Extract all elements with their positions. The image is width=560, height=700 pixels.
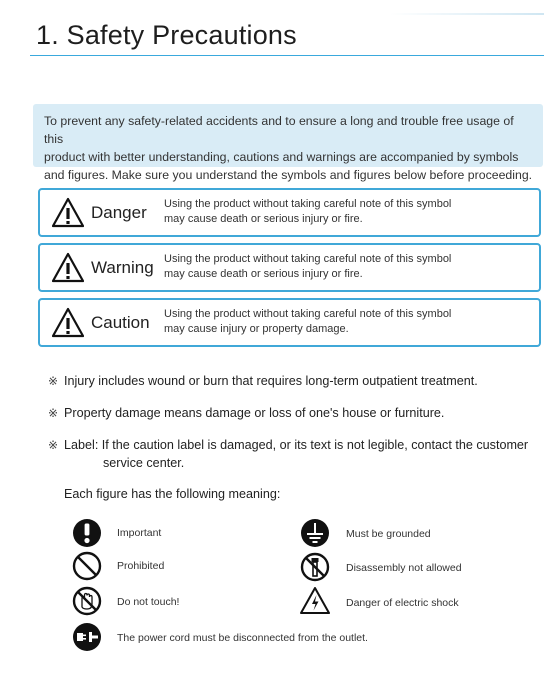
warning-triangle-icon (52, 197, 84, 229)
property-note (48, 404, 444, 422)
warning-triangle-icon (52, 252, 84, 284)
reference-mark-icon: ※ (48, 374, 59, 388)
intro-line: To prevent any safety-related accidents and to ensure a long and trouble free usage of this (44, 114, 514, 146)
grounded-label: Must be grounded (346, 528, 431, 540)
label-note-continuation: service center. (103, 456, 185, 470)
injury-note-text: Injury includes wound or burn that requires long-term outpatient treatment. (64, 374, 478, 388)
intro-line: product with better understanding, cautions and warnings are accompanied by symbols (44, 150, 519, 164)
no-touch-label: Do not touch! (117, 596, 180, 608)
page-title: 1. Safety Precautions (36, 20, 297, 50)
electric-shock-icon (300, 586, 330, 616)
property-note-text: Property damage means damage or loss of one's house or furniture. (64, 406, 445, 420)
prohibited-icon (72, 551, 102, 581)
description-line: may cause death or serious injury or fire. (164, 268, 363, 280)
danger-description (164, 197, 451, 227)
caution-description (164, 307, 451, 337)
prohibited-label: Prohibited (117, 560, 165, 572)
unplug-icon (72, 622, 102, 652)
ground-icon (300, 518, 330, 548)
caution-label: Caution (91, 313, 150, 332)
warning-box (38, 243, 541, 292)
no-touch-icon (72, 586, 102, 616)
description-line: Using the product without taking careful note of this symbol (164, 308, 452, 320)
danger-box (38, 188, 541, 237)
reference-mark-icon: ※ (48, 438, 59, 452)
caution-box (38, 298, 541, 347)
reference-mark-icon: ※ (48, 406, 59, 420)
warning-triangle-icon (52, 307, 84, 339)
description-line: Using the product without taking careful note of this symbol (164, 198, 452, 210)
figures-heading: Each figure has the following meaning: (64, 487, 281, 501)
description-line: Using the product without taking careful note of this symbol (164, 253, 452, 265)
no-disassembly-icon (300, 552, 330, 582)
disassembly-label: Disassembly not allowed (346, 562, 462, 574)
injury-note (48, 372, 478, 390)
unplug-label: The power cord must be disconnected from the outlet. (117, 632, 368, 644)
header-accent-line (390, 13, 544, 15)
danger-label: Danger (91, 203, 147, 222)
electric-shock-label: Danger of electric shock (346, 597, 459, 609)
title-underline (30, 55, 544, 56)
label-note-text: Label: If the caution label is damaged, or its text is not legible, contact the customer (64, 438, 529, 452)
important-label: Important (117, 527, 162, 539)
description-line: may cause injury or property damage. (164, 323, 349, 335)
label-note (48, 436, 528, 472)
description-line: may cause death or serious injury or fire. (164, 213, 363, 225)
exclamation-icon (72, 518, 102, 548)
warning-description (164, 252, 451, 282)
intro-panel (33, 104, 543, 182)
warning-label: Warning (91, 258, 154, 277)
intro-line: and figures. Make sure you understand the symbols and figures below before proceeding. (44, 168, 533, 182)
